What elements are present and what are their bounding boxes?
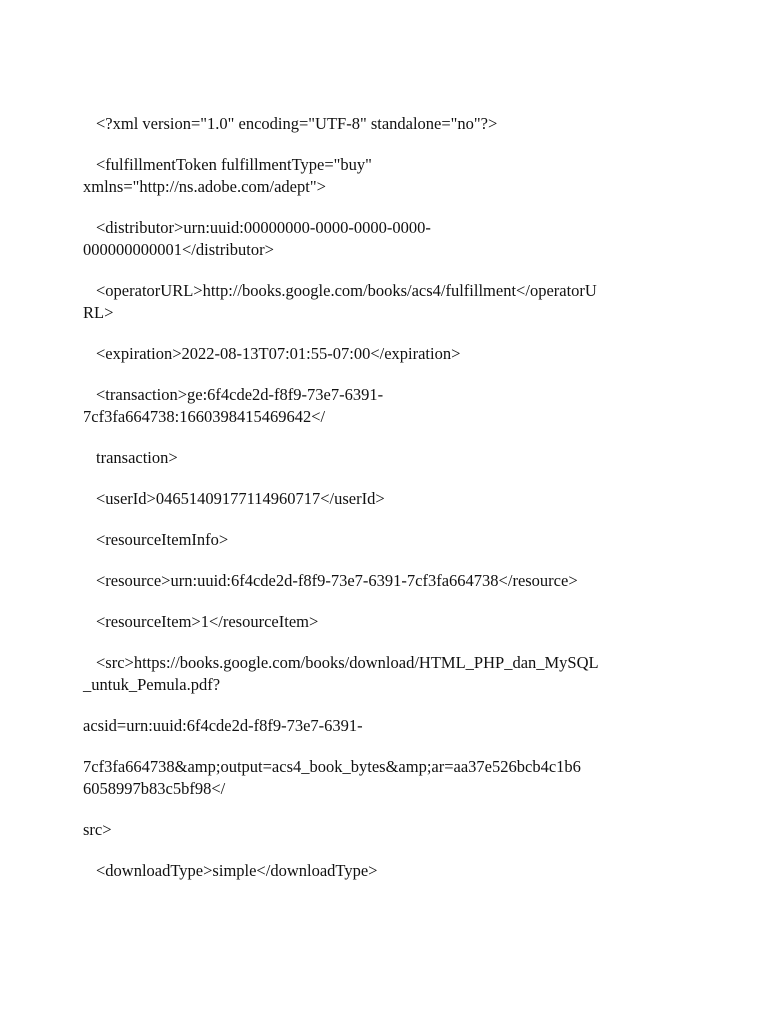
user-id-element bbox=[96, 488, 686, 510]
text-line: <distributor>urn:uuid:00000000-0000-0000-0000- bbox=[96, 218, 431, 237]
src-element-open bbox=[83, 652, 686, 696]
text-line: <userId>04651409177114960717</userId> bbox=[96, 489, 385, 508]
text-line: <resource>urn:uuid:6f4cde2d-f8f9-73e7-6391-7cf3fa664738</resource> bbox=[96, 571, 578, 590]
text-line: xmlns="http://ns.adobe.com/adept"> bbox=[83, 177, 326, 196]
text-line: 7cf3fa664738:1660398415469642</ bbox=[83, 407, 326, 426]
text-line: <transaction>ge:6f4cde2d-f8f9-73e7-6391- bbox=[96, 385, 384, 404]
transaction-close bbox=[96, 447, 686, 469]
text-line: 7cf3fa664738&amp;output=acs4_book_bytes&amp;ar=aa37e526bcb4c1b6 bbox=[83, 757, 581, 776]
text-line: 6058997b83c5bf98</ bbox=[83, 779, 226, 798]
text-line: RL> bbox=[83, 303, 114, 322]
text-line: 000000000001</distributor> bbox=[83, 240, 274, 259]
text-line: <fulfillmentToken fulfillmentType="buy" bbox=[96, 155, 372, 174]
text-line: transaction> bbox=[96, 448, 178, 467]
download-type-element bbox=[96, 860, 686, 882]
fulfillment-token-open bbox=[83, 154, 686, 198]
text-line: <src>https://books.google.com/books/download/HTML_PHP_dan_MySQL bbox=[96, 653, 599, 672]
text-line: <resourceItem>1</resourceItem> bbox=[96, 612, 319, 631]
transaction-element bbox=[83, 384, 686, 428]
operator-url-element bbox=[83, 280, 686, 324]
xml-declaration bbox=[96, 113, 686, 135]
text-line: acsid=urn:uuid:6f4cde2d-f8f9-73e7-6391- bbox=[83, 716, 363, 735]
text-line: <resourceItemInfo> bbox=[96, 530, 229, 549]
src-query-line bbox=[83, 756, 686, 800]
distributor-element bbox=[83, 217, 686, 261]
text-line: <downloadType>simple</downloadType> bbox=[96, 861, 378, 880]
src-acsid-line bbox=[83, 715, 686, 737]
resource-item-info-open bbox=[96, 529, 686, 551]
resource-item-element bbox=[96, 611, 686, 633]
text-line: src> bbox=[83, 820, 112, 839]
src-close bbox=[83, 819, 686, 841]
resource-element bbox=[96, 570, 686, 592]
text-line: <expiration>2022-08-13T07:01:55-07:00</expiration> bbox=[96, 344, 461, 363]
text-line: _untuk_Pemula.pdf? bbox=[83, 675, 221, 694]
xml-text-body bbox=[83, 113, 686, 901]
text-line: <?xml version="1.0" encoding="UTF-8" standalone="no"?> bbox=[96, 114, 498, 133]
text-line: <operatorURL>http://books.google.com/books/acs4/fulfillment</operatorU bbox=[96, 281, 597, 300]
expiration-element bbox=[96, 343, 686, 365]
